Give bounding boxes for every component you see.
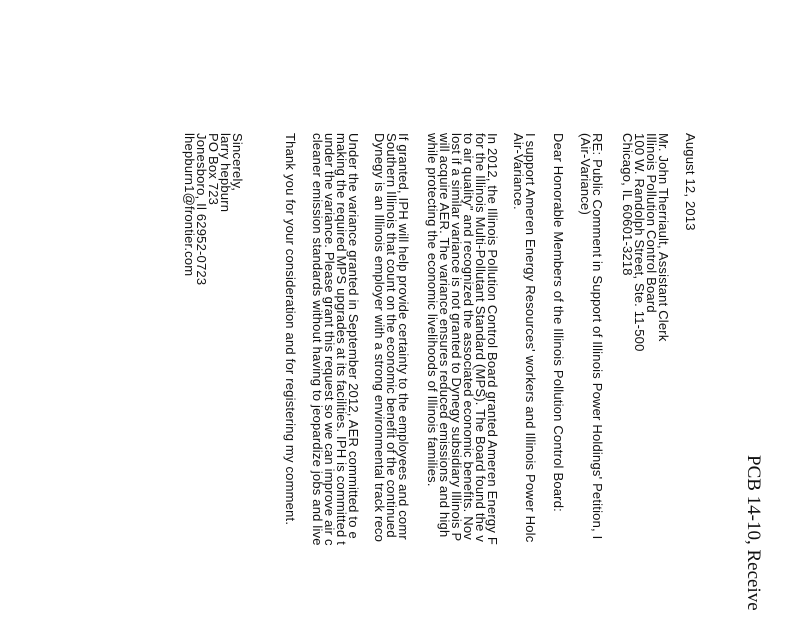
recipient-line: Illinois Pollution Control Board bbox=[644, 133, 659, 313]
paragraph-line: to air quality" and recognized the associated economic benefits. Nov bbox=[461, 133, 476, 540]
paragraph-line: making the required MPS upgrades at its facilities. IPH is committed t bbox=[334, 133, 349, 546]
closing-line: Thank you for your consideration and for registering my comment. bbox=[283, 133, 298, 526]
paragraph-line: cleaner emission standards without having to jeopardize jobs and live bbox=[310, 133, 325, 546]
paragraph-line: for the Illinois Multi-Pollutant Standard (MPS). The Board found the v bbox=[473, 133, 488, 543]
signature-line: Jonesboro, Il 62952-0723 bbox=[194, 133, 209, 286]
paragraph-line: Under the variance granted in September 2012, AER committed to e bbox=[346, 133, 361, 539]
paragraph-line: Southern Illinois that count on the economic benefit of the continued bbox=[384, 133, 399, 538]
salutation: Dear Honorable Members of the Illinois Pollution Control Board: bbox=[551, 133, 566, 512]
re-line: RE: Public Comment in Support of Illinois Power Holdings' Petition, I bbox=[590, 133, 605, 540]
recipient-line: Mr. John Therriault, Assistant Clerk bbox=[656, 133, 671, 342]
recipient-line: 100 W. Randolph Street, Ste. 11-500 bbox=[632, 133, 647, 352]
received-stamp-header: PCB 14-10, Receive bbox=[743, 455, 764, 611]
signature-line: PO Box 723 bbox=[206, 133, 221, 206]
paragraph-line: under the variance. Please grant this request so we can improve air c bbox=[322, 133, 337, 546]
paragraph-line: Dynegy is an Illinois employer with a strong environmental track reco bbox=[372, 133, 387, 543]
paragraph-line: Air-Variance. bbox=[511, 133, 526, 210]
recipient-line: Chicago, IL 60601-3218 bbox=[620, 133, 635, 276]
paragraph-line: If granted, IPH will help provide certainty to the employees and comr bbox=[396, 133, 411, 540]
paragraph-line: lost if a similar variance is not granted to Dynegy subsidiary Illinois P bbox=[449, 133, 464, 542]
letter-date: August 12, 2013 bbox=[683, 133, 698, 231]
paragraph-line: while protecting the economic livelihoods of Illinois families. bbox=[425, 133, 440, 487]
paragraph-line: will acquire AER. The variance ensures reduced emissions and high bbox=[437, 133, 452, 538]
signature-line: Sincerely, bbox=[230, 133, 245, 192]
paragraph-line: I support Ameren Energy Resources' workers and Illinois Power Holc bbox=[523, 133, 538, 543]
signature-line: lhepburn1@frontier.com bbox=[182, 133, 197, 277]
re-line: (Air-Variance) bbox=[578, 133, 593, 216]
signature-line: larry hepburn bbox=[218, 133, 233, 213]
paragraph-line: In 2012, the Illinois Pollution Control Board granted Ameren Energy F bbox=[485, 133, 500, 545]
